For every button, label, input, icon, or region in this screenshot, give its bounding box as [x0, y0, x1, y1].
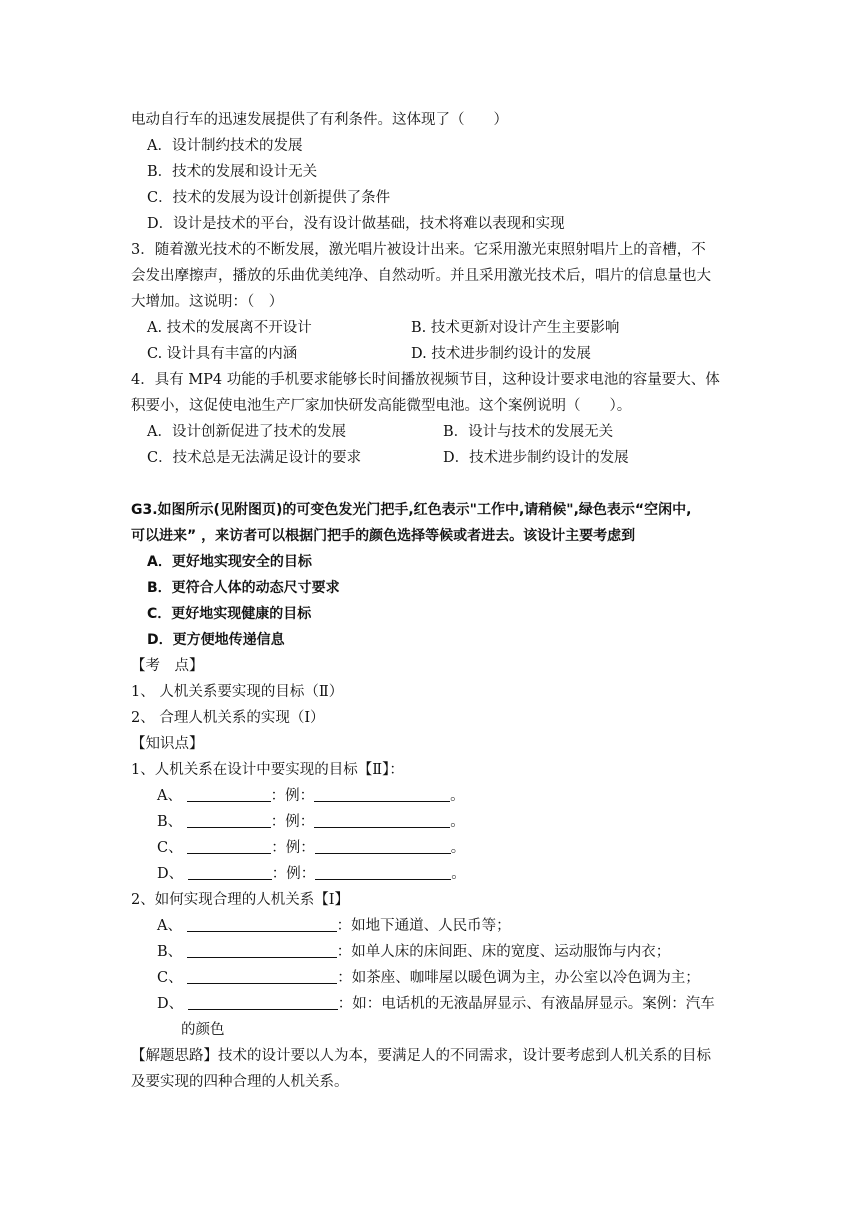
s1-row-end: 。 [450, 840, 466, 856]
s2-row-c [157, 968, 700, 988]
s1-row-label: C、 [157, 840, 183, 856]
q2-option-b: B．技术的发展和设计无关 [147, 164, 318, 180]
fill-blank [314, 787, 450, 802]
fill-blank [187, 917, 337, 932]
fill-blank [187, 969, 337, 984]
solution-line2: 及要实现的四种合理的人机关系。 [131, 1074, 349, 1090]
s2-row-d [157, 994, 715, 1014]
kaodian-heading: 【考 点】 [131, 658, 204, 674]
q4-stem-line1: 4．具有 MP4 功能的手机要求能够长时间播放视频节目，这种设计要求电池的容量要大、体 [131, 372, 720, 388]
s2-row-label: D、 [157, 996, 184, 1012]
q3-stem-line1: 3．随着激光技术的不断发展，激光唱片被设计出来。它采用激光束照射唱片上的音槽，不 [131, 242, 706, 258]
section2-title: 2、如何实现合理的人机关系【Ⅰ】 [131, 892, 349, 908]
s1-row-label: A、 [157, 788, 182, 804]
s1-row-example: ：例： [270, 788, 315, 804]
s2-row-label: A、 [157, 918, 182, 934]
g3-option-a: A．更好地实现安全的目标 [147, 554, 312, 570]
q3-option-b: B. 技术更新对设计产生主要影响 [411, 320, 620, 336]
g3-option-c: C．更好地实现健康的目标 [147, 606, 312, 622]
fill-blank [315, 839, 451, 854]
s1-row-example: ：例： [270, 814, 315, 830]
fill-blank [187, 839, 271, 854]
s1-row-label: B、 [157, 814, 183, 830]
s1-row-example: ：例： [271, 840, 315, 856]
fill-blank [187, 813, 271, 828]
s1-row-end: 。 [450, 814, 465, 830]
s1-row-c [157, 838, 465, 858]
solution-line1: 【解题思路】技术的设计要以人为本，要满足人的不同需求，设计要考虑到人机关系的目标 [131, 1048, 711, 1064]
s2-row-a [157, 916, 511, 936]
s1-row-b [157, 812, 465, 832]
g3-option-b: B．更符合人体的动态尺寸要求 [147, 580, 340, 596]
s1-row-end: 。 [450, 788, 465, 804]
q2-option-d: D．设计是技术的平台，没有设计做基础，技术将难以表现和实现 [147, 216, 565, 232]
fill-blank [188, 995, 338, 1010]
s2-row-label: C、 [157, 970, 183, 986]
kaodian-item-1: 1、 人机关系要实现的目标（Ⅱ） [131, 684, 344, 700]
q4-option-a: A．设计创新促进了技术的发展 [147, 424, 346, 440]
q4-option-d: D．技术进步制约设计的发展 [443, 450, 629, 466]
q2-option-c: C．技术的发展为设计创新提供了条件 [147, 190, 391, 206]
g3-stem-line1: G3.如图所示(见附图页)的可变色发光门把手,红色表示"工作中,请稍候",绿色表示“空闲中, [131, 502, 692, 518]
s1-row-label: D、 [157, 866, 184, 882]
g3-option-d: D．更方便地传递信息 [147, 632, 285, 648]
s2-row-text: ：如单人床的床间距、床的宽度、运动服饰与内衣； [336, 944, 671, 960]
fill-blank [187, 943, 337, 958]
fill-blank [187, 787, 271, 802]
q3-option-c: C. 设计具有丰富的内涵 [147, 346, 298, 362]
q3-stem-line2: 会发出摩擦声，播放的乐曲优美纯净、自然动听。并且采用激光技术后，唱片的信息量也大 [131, 268, 711, 284]
s1-row-d [157, 864, 466, 884]
s1-row-a [157, 786, 465, 806]
s2-row-b [157, 942, 670, 962]
section1-title: 1、人机关系在设计中要实现的目标【Ⅱ】： [131, 762, 404, 778]
fill-blank [188, 865, 272, 880]
s2-row-text: ：如地下通道、人民币等； [336, 918, 511, 934]
fill-blank [315, 865, 451, 880]
q2-option-a: A．设计制约技术的发展 [147, 138, 303, 154]
q2-stem-tail: 电动自行车的迅速发展提供了有利条件。这体现了（ ） [131, 112, 508, 128]
s2-row-label: B、 [157, 944, 183, 960]
q3-stem-line3: 大增加。这说明：（ ） [131, 294, 284, 310]
s2-row-d-wrap: 的颜色 [181, 1022, 225, 1038]
s1-row-end: 。 [451, 866, 466, 882]
s2-row-text: ：如茶座、咖啡屋以暖色调为主，办公室以冷色调为主； [337, 970, 700, 986]
zhishidian-heading: 【知识点】 [131, 736, 204, 752]
q3-option-a: A. 技术的发展离不开设计 [147, 320, 312, 336]
fill-blank [314, 813, 450, 828]
q3-option-d: D. 技术进步制约设计的发展 [411, 346, 591, 362]
s2-row-text: ：如：电话机的无液晶屏显示、有液晶屏显示。案例：汽车 [337, 996, 715, 1012]
kaodian-item-2: 2、 合理人机关系的实现（Ⅰ） [131, 710, 325, 726]
q4-stem-line2: 积要小，这促使电池生产厂家加快研发高能微型电池。这个案例说明（ ）。 [131, 398, 632, 414]
g3-stem-line2: 可以进来” ，来访者可以根据门把手的颜色选择等候或者进去。该设计主要考虑到 [131, 528, 636, 544]
s1-row-example: ：例： [271, 866, 316, 882]
q4-option-c: C．技术总是无法满足设计的要求 [147, 450, 362, 466]
q4-option-b: B．设计与技术的发展无关 [443, 424, 614, 440]
